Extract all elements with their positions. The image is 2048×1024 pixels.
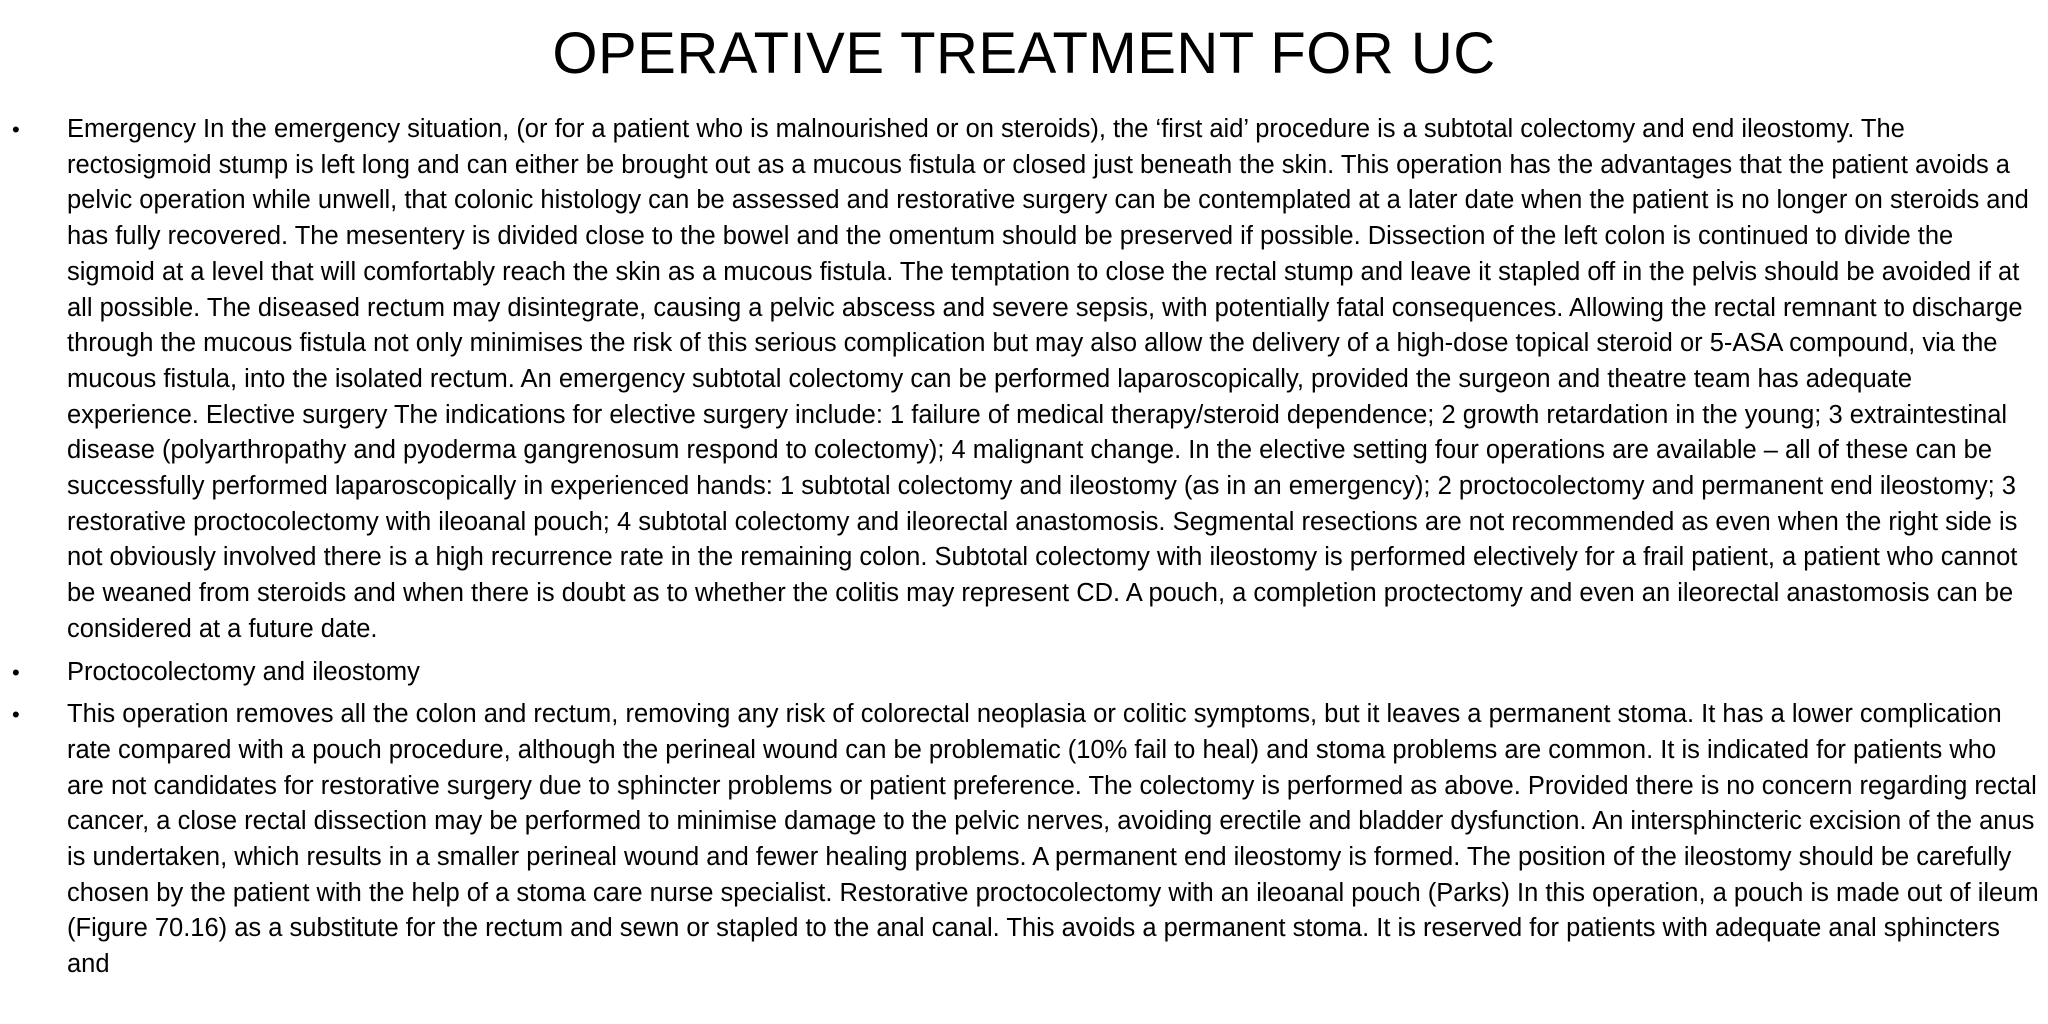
bullet-text: Proctocolectomy and ileostomy bbox=[67, 657, 420, 686]
bullet-item-proctocolectomy-heading bbox=[10, 655, 2040, 691]
slide-title: OPERATIVE TREATMENT FOR UC bbox=[552, 21, 1496, 86]
bullet-item-proctocolectomy-detail bbox=[10, 697, 2040, 983]
bullet-item-emergency bbox=[10, 112, 2040, 648]
bullet-marker: • bbox=[12, 117, 20, 142]
bullet-marker: • bbox=[12, 659, 20, 685]
bullet-list bbox=[10, 112, 2040, 990]
bullet-marker: • bbox=[12, 702, 20, 728]
bullet-text: This operation removes all the colon and rectum, removing any risk of colorectal neoplasia or colitic symptoms, but it leaves a permanent stoma. It has a lower complication rate compared with a pouch procedure, although the perineal wound can be problematic (10% fail to heal) and stoma problems are common. It is indicated for patients who are not candidates for restorative surgery due to sphincter problems or patient preference. The colectomy is performed as above. Provided there is no concern regarding rectal cancer, a close rectal dissection may be performed to minimise damage to the pelvic nerves, avoiding erectile and bladder dysfunction. An intersphincteric excision of the anus is undertaken, which results in a smaller perineal wound and fewer healing problems. A permanent end ileostomy is formed. The position of the ileostomy should be carefully chosen by the patient with the help of a stoma care nurse specialist. Restorative proctocolectomy with an ileoanal pouch (Parks) In this operation, a pouch is made out of ileum (Figure 70.16) as a substitute for the rectum and sewn or stapled to the anal canal. This avoids a permanent stoma. It is reserved for patients with adequate anal sphincters and bbox=[67, 700, 2039, 979]
bullet-text: Emergency In the emergency situation, (or for a patient who is malnourished or on steroids), the ‘first aid’ procedure is a subtotal colectomy and end ileostomy. The rectosigmoid stump is left long and can either be brought out as a mucous fistula or closed just beneath the skin. This operation has the advantages that the patient avoids a pelvic operation while unwell, that colonic histology can be assessed and restorative surgery can be contemplated at a later date when the patient is no longer on steroids and has fully recovered. The mesentery is divided close to the bowel and the omentum should be preserved if possible. Dissection of the left colon is continued to divide the sigmoid at a level that will comfortably reach the skin as a mucous fistula. The temptation to close the rectal stump and leave it stapled off in the pelvis should be avoided if at all possible. The diseased rectum may disintegrate, causing a pelvic abscess and severe sepsis, with potentially fatal consequences. Allowing the rectal remnant to discharge through the mucous fistula not only minimises the risk of this serious complication but may also allow the delivery of a high-dose topical steroid or 5-ASA compound, via the mucous fistula, into the isolated rectum. An emergency subtotal colectomy can be performed laparoscopically, provided the surgeon and theatre team has adequate experience. Elective surgery The indications for elective surgery include: 1 failure of medical therapy/steroid dependence; 2 growth retardation in the young; 3 extraintestinal disease (polyarthropathy and pyoderma gangrenosum respond to colectomy); 4 malignant change. In the elective setting four operations are available – all of these can be successfully performed laparoscopically in experienced hands: 1 subtotal colectomy and ileostomy (as in an emergency); 2 proctocolectomy and permanent end ileostomy; 3 restorative proctocolectomy with ileoanal pouch; 4 subtotal colectomy and ileorectal anastomosis. Segmental resections are not recommended as even when the right side is not obviously involved there is a high recurrence rate in the remaining colon. Subtotal colectomy with ileostomy is performed electively for a frail patient, a patient who cannot be weaned from steroids and when there is doubt as to whether the colitis may represent CD. A pouch, a completion proctectomy and even an ileorectal anastomosis can be considered at a future date. bbox=[67, 115, 2029, 643]
